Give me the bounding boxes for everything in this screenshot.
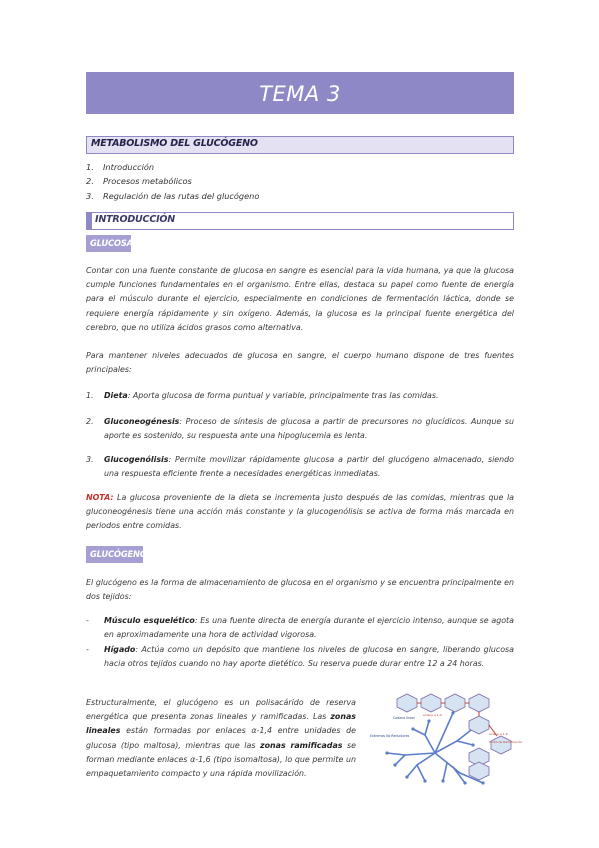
intro-section-title: INTRODUCCIÓN [95,214,176,225]
table-of-contents [86,160,259,203]
toc-item: 1. Introducción [86,162,155,172]
diagram-label-ends: Extremos No Reductores [370,734,410,738]
glucogeno-paragraph-1: El glucógeno es la forma de almacenamiento de glucosa en el organismo y se encuentra principalmente en dos tejidos: [86,578,514,602]
main-section-title: METABOLISMO DEL GLUCÓGENO [91,138,258,149]
glycogen-structure-diagram [365,685,523,787]
glucosa-paragraph-2: Para mantener niveles adecuados de glucosa en sangre, el cuerpo humano dispone de tres fuentes principales: [86,351,514,375]
section-accent-bar [87,213,92,229]
structure-paragraph: Estructuralmente, el glucógeno es un polisacárido de reserva energética que presenta zonas lineales y ramificadas. Las zonas lineales están formadas por enlaces α-1,4 entre unidades de glucosa (tipo maltosa), mientras que las zonas ramificadas se forman mediante enlaces α-1,6 (tipo isomaltosa), lo que permite un empaquetamiento compacto y una rápida movilización. [86,697,356,778]
intro-section-header [86,212,514,230]
diagram-label-branch: Punto de Ramificación [489,740,523,744]
glucosa-paragraph-1: Contar con una fuente constante de glucosa en sangre es esencial para la vida humana, ya que la glucosa cumple funciones fundamentales en el organismo. Entre ellas, destaca su papel como fuente de energía para el músculo durante el ejercicio, especialmente en condiciones de fermentación láctica, donde se requiere energía rápidamente y sin oxígeno. Además, la glucosa es la principal fuente energética del cerebro, que no utiliza ácidos grasos como alternativa. [86,266,514,332]
document-page: TEMA 3 METABOLISMO DEL GLUCÓGENO 1. Introducción 2. Procesos metabólicos 3. Regulación de las rutas del glucógeno INTRODUCCIÓN GLUCOSA Contar con una fuente constante de glucosa en sangre es esencial para la vida humana, ya que la glucosa cumple funciones fundamentales en el organismo. Entre ellas, destaca su papel como fuente de energía para el músculo durante el ejercicio, especialmente en condiciones de fermentación láctica, donde se requiere energía rápidamente y sin oxígeno. Además, la glucosa es la principal fuente energética del cerebro, que no utiliza ácidos grasos como alternativa. Para mantener niveles adecuados de glucosa en sangre, el cuerpo humano dispone de tres fuentes principales: 1. Dieta: Aporta glucosa de forma puntual y variable, principalmente tras las comidas. 2. Gluconeogénesis: Proceso de síntesis de glucosa a partir de precursores no glucídicos. Aunque su aporte es sostenido, su respuesta ante una hipoglucemia es lenta. 3. Glucogenólisis: Permite movilizar rápidamente glucosa a partir del glucógeno almacenado, siendo una respuesta eficiente frente a necesidades energéticas inmediatas. NOTA: La glucosa proveniente de la dieta se incrementa justo después de las comidas, mientras que la gluconeogénesis tiene una acción más constante y la glucogenólisis se activa de forma más marcada en periodos entre comidas. GLUCÓGENO El glucógeno es la forma de almacenamiento de glucosa en el organismo y se encuentra principalmente en dos tejidos: - Músculo esquelético: Es una fuente directa de energía durante el ejercicio intenso, aunque se agota en aproximadamente una hora de actividad vigorosa. - Hígado: Actúa como un depósito que mantiene los niveles de glucosa en sangre, liberando glucosa hacia otros tejidos cuando no hay aporte dietético. Su reserva puede durar entre 12 a 24 horas. Estructuralmente, el glucógeno es un polisacárido de reserva energética que presenta zonas lineales y ramificadas. Las zonas lineales están formadas por enlaces α-1,4 entre unidades de glucosa (tipo maltosa), mientras que las zonas ramificadas se forman mediante enlaces α-1,6 (tipo isomaltosa), lo que permite un empaquetamiento compacto y una rápida movilización. Extremos No Reductores Cadena lineal enlace α 1-6 Punto de Ramificación enlace α 1-4 [0,0,599,848]
nota-label: NOTA: [86,493,114,502]
main-section-header [86,136,514,154]
nota-paragraph: NOTA: La glucosa proveniente de la dieta se incrementa justo después de las comidas, mientras que la gluconeogénesis tiene una acción más constante y la glucogenólisis se activa de forma más marcada en periodos entre comidas. [86,493,514,531]
toc-item: 2. Procesos metabólicos [86,176,192,187]
glucogeno-tag: GLUCÓGENO [86,546,143,563]
diagram-label-a16: enlace α 1-6 [489,732,508,736]
diagram-label-linear: Cadena lineal [393,716,415,720]
page-title: TEMA 3 [259,82,341,106]
diagram-label-a14: enlace α 1-4 [423,713,442,717]
title-banner [86,72,514,114]
toc-item: 3. Regulación de las rutas del glucógeno [86,190,260,201]
glucosa-tag: GLUCOSA [86,235,131,252]
